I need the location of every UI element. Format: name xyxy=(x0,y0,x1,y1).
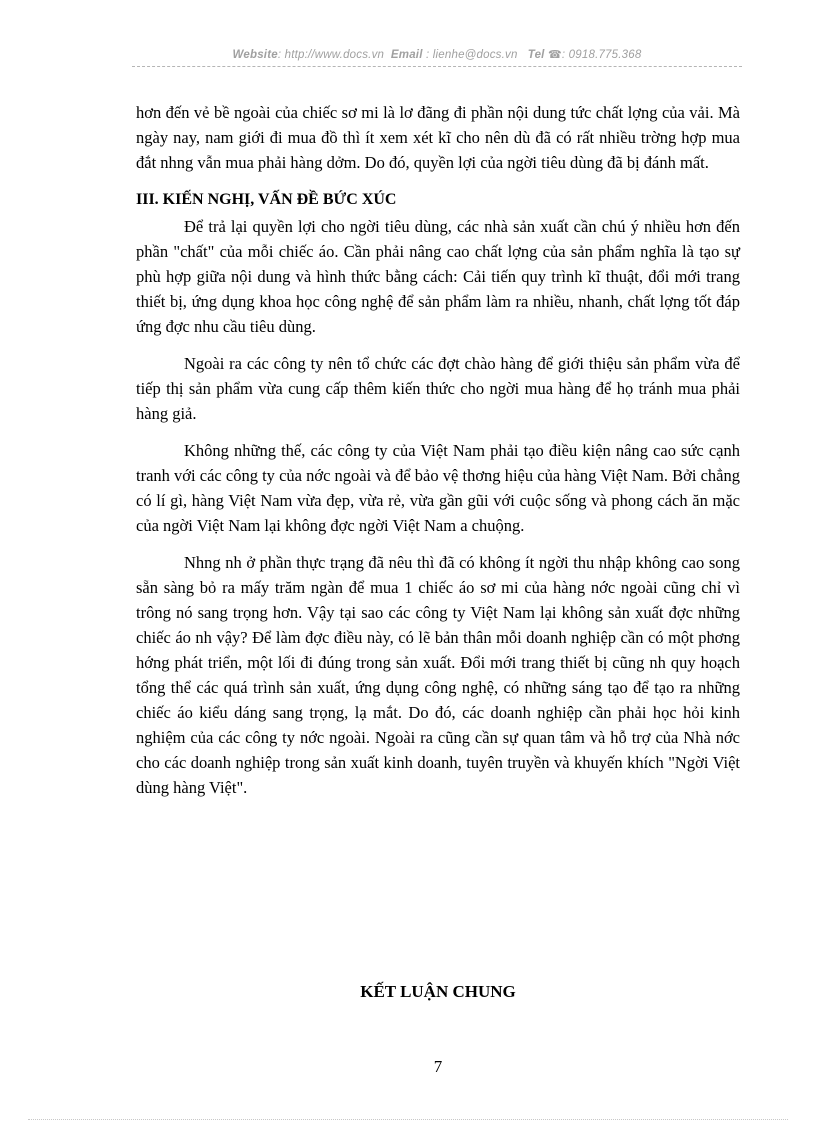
header-rule xyxy=(132,66,742,67)
section-heading: III. KIẾN NGHỊ, VẤN ĐỀ BỨC XÚC xyxy=(136,191,397,208)
tel-label: Tel xyxy=(527,49,545,61)
document-body xyxy=(136,100,740,812)
page-number: 7 xyxy=(433,1057,443,1076)
page-header xyxy=(132,48,742,61)
paragraph-3: Ngoài ra các công ty nên tổ chức các đợt chào hàng để giới thiệu sản phẩm vừa để tiếp thị sản phẩm vừa cung cấp thêm kiến thức cho ngời mua hàng để họ tránh mua phải hàng giả. xyxy=(136,354,740,423)
website-label: Website xyxy=(232,49,278,61)
phone-icon: ☎ xyxy=(547,49,562,61)
email-value: : lienhe@docs.vn xyxy=(422,49,518,61)
email-label: Email xyxy=(390,49,423,61)
tel-value: : 0918.775.368 xyxy=(561,49,642,61)
paragraph-1: hơn đến vẻ bề ngoài của chiếc sơ mi là lơ đãng đi phần nội dung tức chất lợng của vải. Mà ngày nay, nam giới đi mua đồ thì ít xem xét kĩ cho nên dù đã có rất nhiều trờng hợp mua đắt nhng vẫn mua phải hàng dởm. Do đó, quyền lợi của ngời tiêu dùng đã bị đánh mất. xyxy=(136,103,740,172)
conclusion-title: KẾT LUẬN CHUNG xyxy=(360,982,516,1001)
paragraph-5: Nhng nh ở phần thực trạng đã nêu thì đã có không ít ngời thu nhập không cao song sẵn sàng bỏ ra mấy trăm ngàn để mua 1 chiếc áo sơ mi của hàng nớc ngoài cũng chỉ vì trông nó sang trọng hơn. Vậy tại sao các công ty Việt Nam lại không sản xuất đợc những chiếc áo nh vậy? Để làm đợc điều này, có lẽ bản thân mỗi doanh nghiệp cần có một phơng hớng phát triển, một lối đi đúng trong sản xuất. Đổi mới trang thiết bị cũng nh quy hoạch tổng thể các quá trình sản xuất, ứng dụng công nghệ, có những sáng tạo để tạo ra những chiếc áo kiểu dáng sang trọng, lạ mắt. Do đó, các doanh nghiệp cần phải học hỏi kinh nghiệm của các công ty nớc ngoài. Ngoài ra cũng cần sự quan tâm và hỗ trợ của Nhà nớc cho các doanh nghiệp trong sản xuất kinh doanh, tuyên truyền và khuyến khích "Ngời Việt dùng hàng Việt". xyxy=(136,553,740,797)
footer-rule xyxy=(28,1119,788,1120)
paragraph-2: Để trả lại quyền lợi cho ngời tiêu dùng, các nhà sản xuất cần chú ý nhiều hơn đến phần "chất" của mỗi chiếc áo. Cần phải nâng cao chất lợng của sản phẩm nghĩa là tạo sự phù hợp giữa nội dung và hình thức bằng cách: Cải tiến quy trình kĩ thuật, đổi mới trang thiết bị, ứng dụng khoa học công nghệ để sản phẩm làm ra nhiều, nhanh, chất lợng tốt đáp ứng đợc nhu cầu tiêu dùng. xyxy=(136,217,740,336)
paragraph-4: Không những thế, các công ty của Việt Nam phải tạo điều kiện nâng cao sức cạnh tranh với các công ty của nớc ngoài và để bảo vệ thơng hiệu của hàng Việt Nam. Bởi chẳng có lí gì, hàng Việt Nam vừa đẹp, vừa rẻ, vừa gần gũi với cuộc sống và phong cách ăn mặc của ngời Việt Nam lại không đợc ngời Việt Nam a chuộng. xyxy=(136,441,740,535)
website-value: : http://www.docs.vn xyxy=(277,49,385,61)
